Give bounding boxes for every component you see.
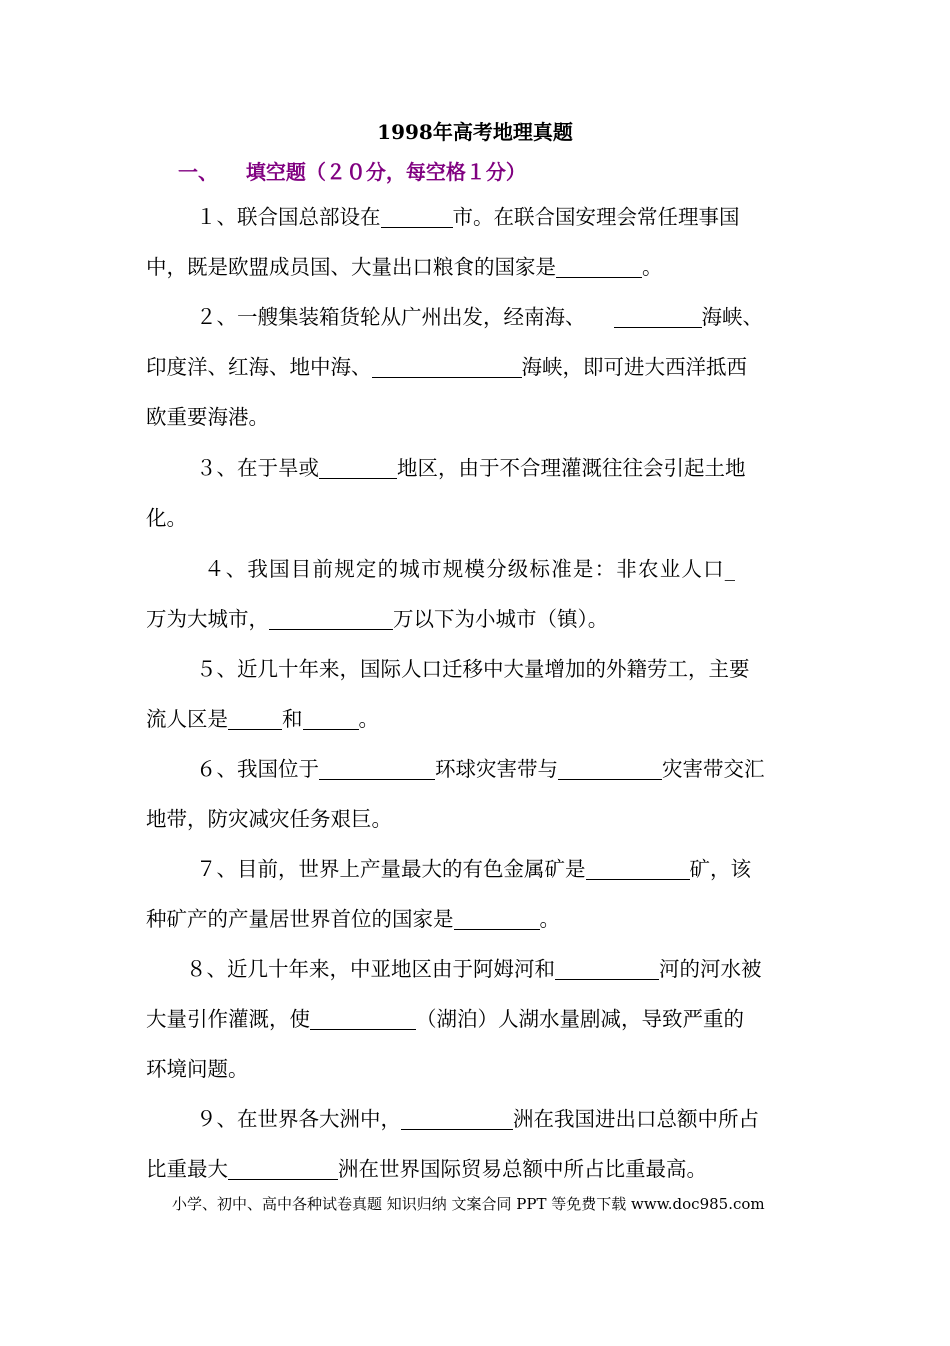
question-6 — [146, 744, 810, 844]
text: ４、我国目前规定的城市规模分级标准是：非农业人口_ — [204, 557, 737, 581]
text: 环球灾害带与 — [435, 757, 558, 781]
page-title: 1998年高考地理真题 — [377, 120, 573, 144]
text: ５、近几十年来，国际人口迁移中大量增加的外籍劳工，主要 — [196, 657, 750, 681]
text: 洲在世界国际贸易总额中所占比重最高。 — [338, 1157, 707, 1181]
text: 海峡、 — [701, 305, 763, 329]
q9-line-2 — [146, 1144, 810, 1194]
answer-blank[interactable] — [381, 205, 453, 228]
text: ９、在世界各大洲中， — [196, 1107, 401, 1131]
answer-blank[interactable] — [269, 607, 393, 630]
text: 洲在我国进出口总额中所占 — [513, 1107, 759, 1131]
text: 。 — [539, 907, 560, 931]
answer-blank[interactable] — [586, 857, 690, 880]
q2-line-2 — [146, 342, 810, 392]
q1-line-1 — [146, 192, 810, 242]
answer-blank[interactable] — [556, 255, 642, 278]
q3-line-2 — [146, 493, 810, 543]
text: 地带，防灾减灾任务艰巨。 — [146, 807, 392, 831]
text: ８、近几十年来，中亚地区由于阿姆河和 — [186, 957, 555, 981]
text: 万以下为小城市（镇）。 — [393, 607, 609, 631]
section-heading — [178, 156, 526, 185]
text: １、联合国总部设在 — [196, 205, 381, 229]
q4-line-2 — [146, 594, 810, 644]
text: 和 — [282, 707, 303, 731]
text: 流人区是 — [146, 707, 228, 731]
q3-line-1 — [146, 443, 810, 493]
q8-line-1 — [146, 944, 810, 994]
answer-blank[interactable] — [372, 355, 522, 378]
text: 比重最大 — [146, 1157, 228, 1181]
q5-line-2 — [146, 694, 810, 744]
q2-line-3 — [146, 392, 810, 442]
text: 化。 — [146, 506, 187, 530]
text: 印度洋、红海、地中海、 — [146, 355, 372, 379]
text: ６、我国位于 — [196, 757, 319, 781]
q8-line-3 — [146, 1044, 810, 1094]
text: 地区，由于不合理灌溉往往会引起土地 — [397, 456, 746, 480]
question-4 — [146, 544, 810, 644]
answer-blank[interactable] — [310, 1007, 416, 1030]
question-3 — [146, 443, 810, 543]
q9-line-1 — [146, 1094, 810, 1144]
text: 中，既是欧盟成员国、大量出口粮食的国家是 — [146, 255, 556, 279]
answer-blank[interactable] — [303, 707, 359, 730]
answer-blank[interactable] — [454, 907, 540, 930]
text: ２、一艘集装箱货轮从广州出发，经南海、 — [196, 305, 586, 329]
question-2 — [146, 292, 810, 442]
text: 种矿产的产量居世界首位的国家是 — [146, 907, 454, 931]
q1-line-2 — [146, 242, 810, 292]
q7-line-2 — [146, 894, 810, 944]
text: （湖泊）人湖水量剧减，导致严重的 — [416, 1007, 744, 1031]
answer-blank[interactable] — [319, 757, 435, 780]
text: 环境问题。 — [146, 1057, 249, 1081]
question-8 — [146, 944, 810, 1094]
text: ７、目前，世界上产量最大的有色金属矿是 — [196, 857, 586, 881]
text: ３、在于旱或 — [196, 456, 319, 480]
answer-blank[interactable] — [319, 456, 397, 479]
q6-line-2 — [146, 794, 810, 844]
answer-blank[interactable] — [558, 757, 662, 780]
q6-line-1 — [146, 744, 810, 794]
text: 欧重要海港。 — [146, 405, 269, 429]
answer-blank[interactable] — [228, 1157, 338, 1180]
section-number: 一、 — [178, 160, 218, 184]
question-7 — [146, 844, 810, 944]
text: 。 — [358, 707, 379, 731]
question-9 — [146, 1094, 810, 1194]
text: 市。在联合国安理会常任理事国 — [452, 205, 740, 229]
q4-line-1 — [146, 544, 810, 594]
text: 河的河水被 — [659, 957, 762, 981]
q8-line-2 — [146, 994, 810, 1044]
answer-blank[interactable] — [614, 305, 702, 328]
answer-blank[interactable] — [555, 957, 659, 980]
q2-line-1 — [146, 292, 810, 342]
text: 灾害带交汇 — [662, 757, 765, 781]
footer-link[interactable]: 小学、初中、高中各种试卷真题 知识归纳 文案合同 PPT 等免费下载 www.doc985.com — [172, 1195, 765, 1213]
section-label: 填空题（２０分，每空格１分） — [245, 160, 526, 184]
text: 海峡，即可进大西洋抵西 — [521, 355, 747, 379]
question-1 — [146, 192, 810, 292]
q5-line-1 — [146, 644, 810, 694]
text: 万为大城市， — [146, 607, 269, 631]
answer-blank[interactable] — [228, 707, 282, 730]
q7-line-1 — [146, 844, 810, 894]
text: 。 — [642, 255, 663, 279]
answer-blank[interactable] — [401, 1107, 513, 1130]
question-5 — [146, 644, 810, 744]
text: 矿，该 — [689, 857, 751, 881]
text: 大量引作灌溉，使 — [146, 1007, 310, 1031]
